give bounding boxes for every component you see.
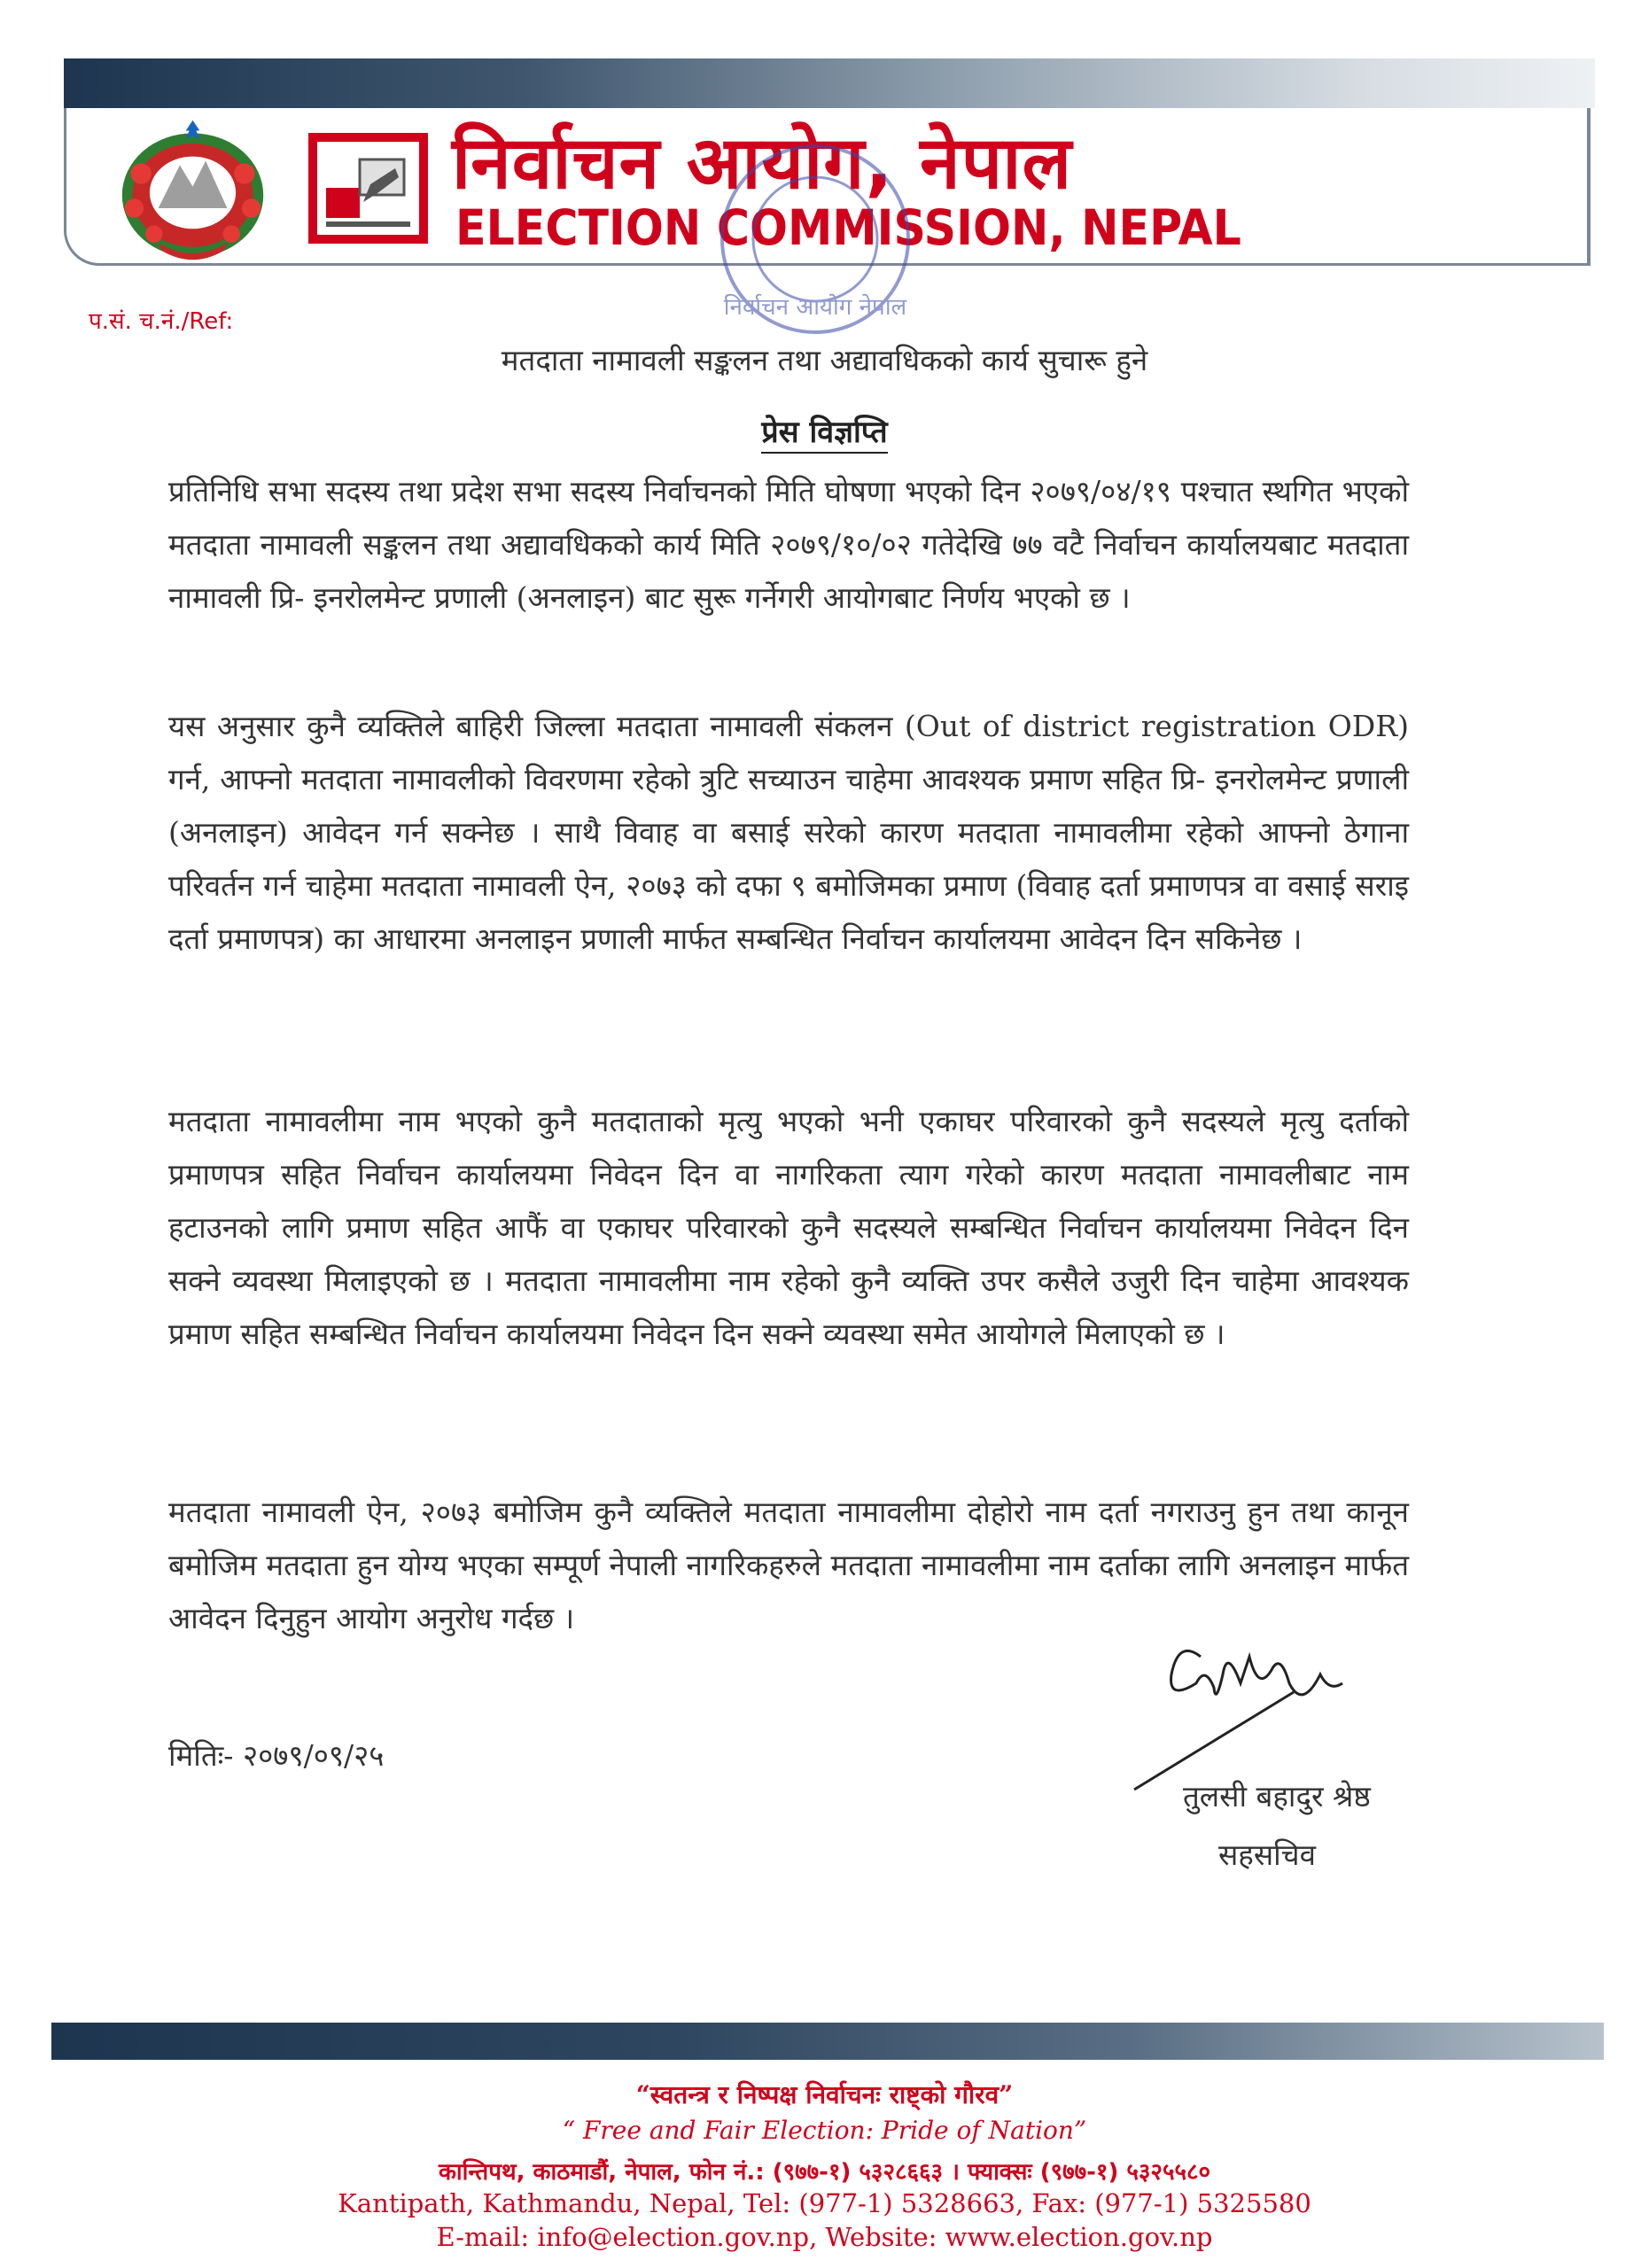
election-commission-logo-icon	[308, 133, 428, 244]
press-release-title: प्रेस विज्ञप्ति	[0, 410, 1649, 451]
commission-title-nepali: निर्वाचन आयोग, नेपाल	[452, 121, 1073, 206]
paragraph-2: यस अनुसार कुनै व्यक्तिले बाहिरी जिल्ला मतदाता नामावली संकलन (Out of district registration ODR) गर्न, आफ्नो मतदाता नामावलीको विवरणमा रहेको त्रुटि सच्याउन चाहेमा आवश्यक प्रमाण सहित प्रि- इनरोलमेन्ट प्रणाली (अनलाइन) आवेदन गर्न सक्नेछ । साथै विवाह वा बसाई सरेको कारण मतदाता नामावलीमा रहेको आफ्नो ठेगाना परिवर्तन गर्न चाहेमा मतदाता नामावली ऐन, २०७३ को दफा ९ बमोजिमका प्रमाण (विवाह दर्ता प्रमाणपत्र वा वसाई सराइ दर्ता प्रमाणपत्र) का आधारमा अनलाइन प्रणाली मार्फत सम्बन्धित निर्वाचन कार्यालयमा आवेदन दिन सकिनेछ ।	[168, 709, 1409, 956]
signer-name: तुलसी बहादुर श्रेष्ठ	[1183, 1779, 1371, 1814]
official-seal-stamp	[709, 133, 922, 346]
handwritten-signature	[1116, 1621, 1400, 1798]
address-english: Kantipath, Kathmandu, Nepal, Tel: (977-1) 5328663, Fax: (977-1) 5325580	[338, 2188, 1311, 2218]
contact-line: E-mail: info@election.gov.np, Website: www.election.gov.np	[436, 2222, 1213, 2252]
footer-bar	[51, 2023, 1604, 2060]
signer-title: सहसचिव	[1218, 1837, 1316, 1872]
header-top-bar	[64, 58, 1595, 108]
paragraph-1: प्रतिनिधि सभा सदस्य तथा प्रदेश सभा सदस्य निर्वाचनको मिति घोषणा भएको दिन २०७९/०४/१९ पश्चात स्थगित भएको मतदाता नामावली सङ्कलन तथा अद्यावधिकको कार्य मिति २०७९/१०/०२ गतेदेखि ७७ वटै निर्वाचन कार्यालयबाट मतदाता नामावली प्रि- इनरोलमेन्ट प्रणाली (अनलाइन) बाट सुरू गर्नेगरी आयोगबाट निर्णय भएको छ ।	[168, 474, 1409, 615]
commission-title-english: ELECTION COMMISSION, NEPAL	[455, 199, 1241, 256]
svg-text:निर्वाचन आयोग नेपाल: निर्वाचन आयोग नेपाल	[723, 294, 907, 321]
paragraph-3: मतदाता नामावलीमा नाम भएको कुनै मतदाताको मृत्यु भएको भनी एकाघर परिवारको कुनै सदस्यले मृत्यु दर्ताको प्रमाणपत्र सहित निर्वाचन कार्यालयमा निवेदन दिन वा नागरिकता त्याग गरेको कारण मतदाता नामावलीबाट नाम हटाउनको लागि प्रमाण सहित आफैं वा एकाघर परिवारको कुनै सदस्यले सम्बन्धित निर्वाचन कार्यालयमा निवेदन दिन सक्ने व्यवस्था मिलाइएको छ । मतदाता नामावलीमा नाम रहेको कुनै व्यक्ति उपर कसैले उजुरी दिन चाहेमा आवश्यक प्रमाण सहित सम्बन्धित निर्वाचन कार्यालयमा निवेदन दिन सक्ने व्यवस्था समेत आयोगले मिलाएको छ ।	[168, 1104, 1409, 1351]
national-emblem-icon	[106, 113, 279, 268]
address-nepali: कान्तिपथ, काठमाडौं, नेपाल, फोन नं.: (९७७-१) ५३२८६६३ । फ्याक्सः (९७७-१) ५३२५५८०	[438, 2159, 1211, 2186]
reference-label: प.सं. च.नं./Ref:	[89, 308, 234, 335]
motto-nepali: “स्वतन्त्र र निष्पक्ष निर्वाचनः राष्ट्को गौरव”	[635, 2080, 1014, 2109]
subject-line: मतदाता नामावली सङ्कलन तथा अद्यावधिकको कार्य सुचारू हुने	[501, 343, 1148, 377]
issue-date: मितिः- २०७९/०९/२५	[168, 1738, 385, 1773]
motto-english: “ Free and Fair Election: Pride of Nation”	[562, 2116, 1087, 2145]
paragraph-4: मतदाता नामावली ऐन, २०७३ बमोजिम कुनै व्यक्तिले मतदाता नामावलीमा दोहोरो नाम दर्ता नगराउनु हुन तथा कानून बमोजिम मतदाता हुन योग्य भएका सम्पूर्ण नेपाली नागरिकहरुले मतदाता नामावलीमा नाम दर्ताका लागि अनलाइन मार्फत आवेदन दिनुहुन आयोग अनुरोध गर्दछ ।	[168, 1495, 1409, 1635]
